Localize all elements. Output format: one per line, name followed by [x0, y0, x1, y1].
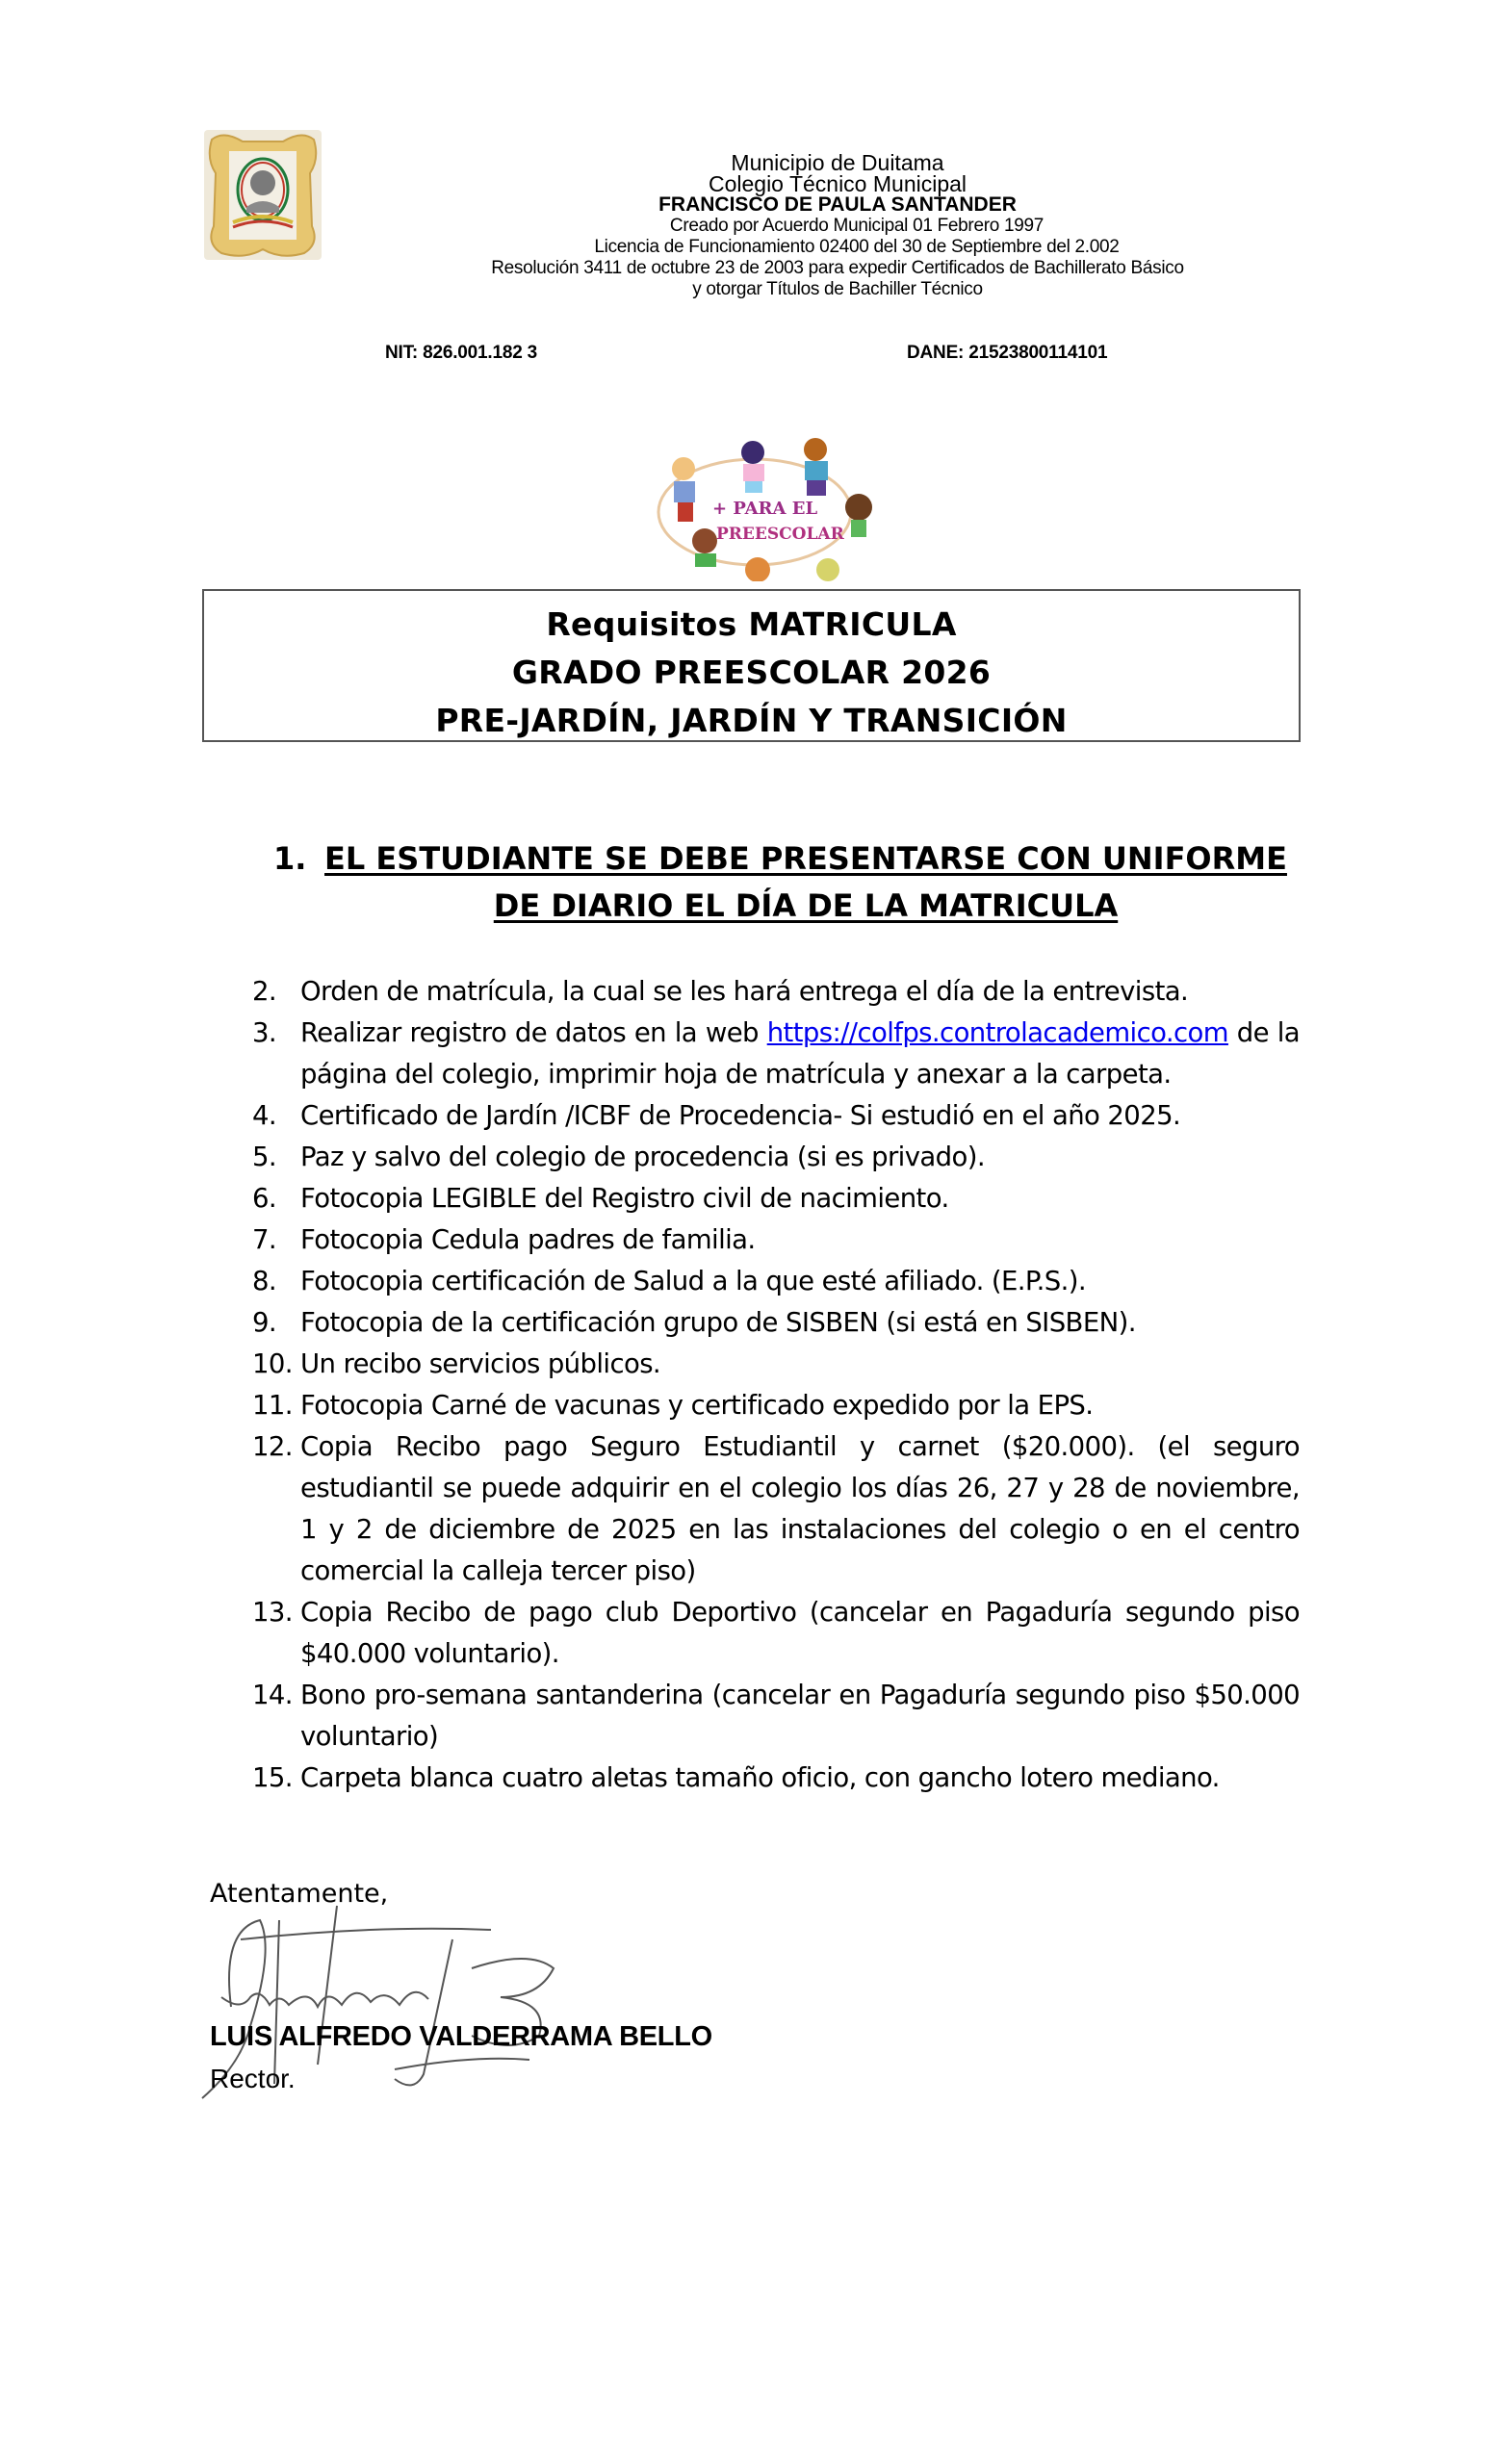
svg-text:+ PARA EL: + PARA EL [712, 499, 818, 519]
requirement-1 [273, 835, 1294, 930]
grade-title: GRADO PREESCOLAR 2026 [511, 654, 992, 691]
resolution-info: Resolución 3411 de octubre 23 de 2003 para expedir Certificados de Bachillerato Básico [491, 258, 1184, 278]
list-item: 8. Fotocopia certificación de Salud a la que esté afiliado. (E.P.S.). [252, 1266, 1087, 1296]
requirement-number: 1. [273, 840, 307, 877]
requirements-list [252, 971, 1300, 1799]
municipality: Municipio de Duitama [731, 150, 944, 175]
list-item: 9. Fotocopia de la certificación grupo de SISBEN (si está en SISBEN). [252, 1307, 1136, 1338]
list-item: 5. Paz y salvo del colegio de procedencia (si es privado). [252, 1142, 985, 1172]
list-item: 12. Copia Recibo pago Seguro Estudiantil y carnet ($20.000). (el seguro estudiantil se puede adquirir en el colegio los días 26, 27 y 28 de noviembre, 1 y 2 de diciembre de 2025 en las instalaciones del colegio o en el centro comercial la calleja tercer piso) [252, 1431, 1300, 1586]
nit-number: NIT: 826.001.182 3 [385, 343, 538, 363]
list-item: 2. Orden de matrícula, la cual se les hará entrega el día de la entrevista. [252, 976, 1189, 1007]
school-name: FRANCISCO DE PAULA SANTANDER [658, 193, 1017, 216]
requirement-text-line1: EL ESTUDIANTE SE DEBE PRESENTARSE CON UNIFORME [324, 840, 1287, 877]
list-item: 3. Realizar registro de datos en la web https://colfps.controlacademico.com de la página del colegio, imprimir hoja de matrícula y anexar a la carpeta. [252, 1017, 1300, 1090]
page-title: Requisitos MATRICULA [546, 605, 957, 643]
letterhead [327, 152, 1348, 300]
list-item: 15. Carpeta blanca cuatro aletas tamaño oficio, con gancho lotero mediano. [252, 1762, 1220, 1793]
children-circle-icon [628, 425, 883, 581]
title-box [202, 589, 1301, 742]
requirement-text-line2: DE DIARIO EL DÍA DE LA MATRICULA [493, 887, 1119, 924]
list-item: 7. Fotocopia Cedula padres de familia. [252, 1224, 756, 1255]
signer-role: Rector. [210, 2064, 296, 2093]
levels-title: PRE-JARDÍN, JARDÍN Y TRANSICIÓN [435, 702, 1068, 739]
resolution-info-cont: y otorgar Títulos de Bachiller Técnico [692, 279, 983, 299]
registration-link[interactable]: https://colfps.controlacademico.com [766, 1017, 1228, 1048]
closing-salutation: Atentamente, [210, 1879, 389, 1909]
list-item: 14. Bono pro-semana santanderina (cancelar en Pagaduría segundo piso $50.000 voluntario) [252, 1680, 1300, 1752]
school-type: Colegio Técnico Municipal [708, 171, 967, 196]
signer-name: LUIS ALFREDO VALDERRAMA BELLO [210, 2021, 712, 2052]
list-item: 6. Fotocopia LEGIBLE del Registro civil de nacimiento. [252, 1183, 949, 1214]
list-item: 10. Un recibo servicios públicos. [252, 1348, 661, 1379]
svg-text:PREESCOLAR: PREESCOLAR [716, 525, 844, 544]
list-item: 11. Fotocopia Carné de vacunas y certificado expedido por la EPS. [252, 1390, 1094, 1421]
school-crest-icon [204, 130, 322, 260]
list-item: 13. Copia Recibo de pago club Deportivo (cancelar en Pagaduría segundo piso $40.000 voluntario). [252, 1597, 1300, 1669]
list-item: 4. Certificado de Jardín /ICBF de Procedencia- Si estudió en el año 2025. [252, 1100, 1181, 1131]
license-info: Licencia de Funcionamiento 02400 del 30 de Septiembre del 2.002 [594, 237, 1120, 257]
creation-info: Creado por Acuerdo Municipal 01 Febrero 1997 [669, 216, 1045, 236]
dane-code: DANE: 21523800114101 [907, 343, 1108, 363]
